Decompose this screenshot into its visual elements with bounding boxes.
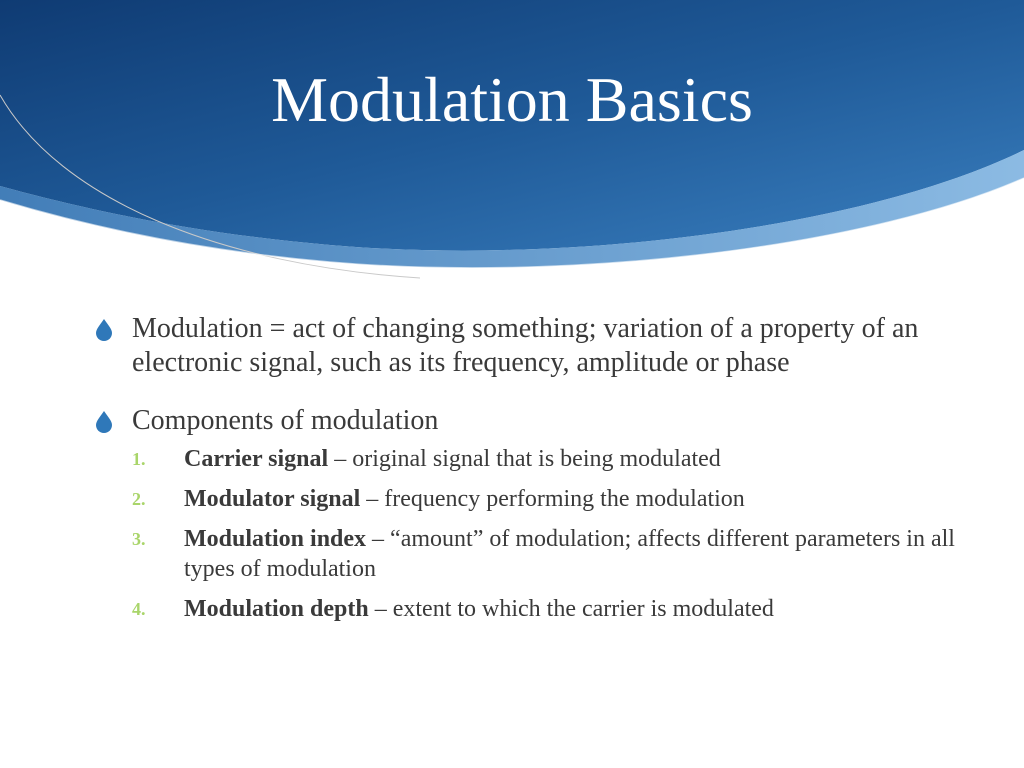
list-number: 4. bbox=[132, 599, 146, 619]
numbered-list-item bbox=[132, 524, 956, 584]
term-description: – frequency performing the modulation bbox=[360, 486, 745, 512]
numbered-list bbox=[132, 444, 956, 624]
slide-title: Modulation Basics bbox=[271, 64, 753, 135]
bullet-item bbox=[96, 404, 956, 634]
bullet-text: Modulation = act of changing something; variation of a property of an electronic signal, such as its frequency, amplitude or phase bbox=[132, 313, 919, 378]
leaf-bullet-icon bbox=[96, 404, 132, 442]
term-description: – extent to which the carrier is modulated bbox=[368, 596, 774, 622]
term-description: – “amount” of modulation; affects different parameters in all types of modulation bbox=[184, 526, 955, 582]
numbered-list-item bbox=[132, 594, 956, 624]
numbered-list-item bbox=[132, 444, 956, 474]
term: Modulation depth bbox=[184, 596, 369, 622]
list-number: 3. bbox=[132, 529, 146, 549]
slide-body bbox=[96, 312, 956, 658]
bullet-text: Components of modulation bbox=[132, 405, 439, 436]
list-number: 1. bbox=[132, 449, 146, 469]
term: Carrier signal bbox=[184, 446, 329, 472]
leaf-bullet-icon bbox=[96, 312, 132, 350]
term: Modulation index bbox=[184, 526, 367, 552]
term-description: – original signal that is being modulated bbox=[328, 446, 721, 472]
term: Modulator signal bbox=[184, 486, 361, 512]
bullet-item bbox=[96, 312, 956, 380]
numbered-list-item bbox=[132, 484, 956, 514]
header-wave-background bbox=[0, 0, 1024, 300]
list-number: 2. bbox=[132, 489, 146, 509]
